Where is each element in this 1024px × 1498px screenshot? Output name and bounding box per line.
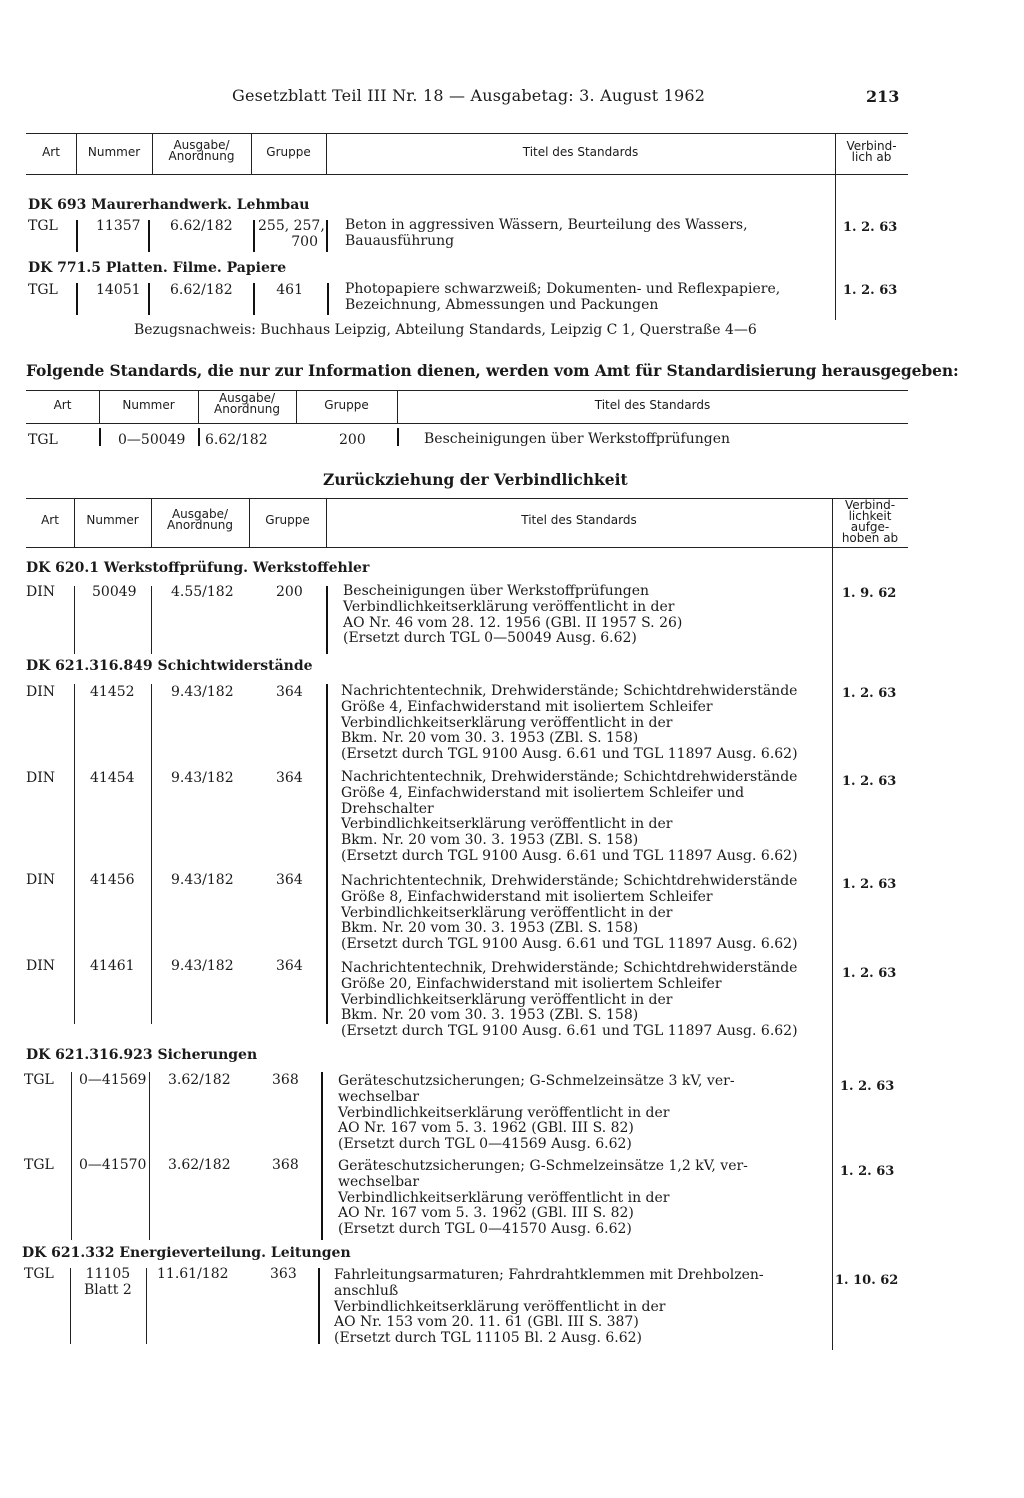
titel-line: Verbindlichkeitserklärung veröffentlicht in der (341, 904, 673, 921)
titel-line: Verbindlichkeitserklärung veröffentlicht in der (338, 1104, 670, 1121)
cell-titel (343, 584, 682, 647)
cell-ausgabe: 3.62/182 (168, 1072, 231, 1088)
group-divider (71, 1072, 72, 1240)
cell-gruppe: 364 (276, 958, 303, 974)
titel-line: Bescheinigungen über Werkstoffprüfungen (343, 583, 650, 599)
cell-gruppe: 364 (276, 770, 303, 786)
rule (26, 174, 908, 175)
cell-titel (345, 218, 748, 250)
titel-line: Größe 4, Einfachwiderstand mit isoliertem Schleifer und (341, 784, 745, 801)
cell-titel (338, 1159, 748, 1238)
cell-ausgabe: 9.43/182 (171, 872, 234, 888)
cell-titel (341, 874, 798, 953)
cell-art: TGL (24, 1157, 54, 1173)
cell-nummer: 11357 (96, 218, 141, 234)
titel-line: (Ersetzt durch TGL 9100 Ausg. 6.61 und TGL 11897 Ausg. 6.62) (341, 1023, 798, 1040)
dk-heading: DK 693 Maurerhandwerk. Lehmbau (28, 197, 310, 213)
header-line: lich ab (851, 150, 892, 164)
nummer-line: Blatt 2 (84, 1282, 132, 1298)
titel-line: AO Nr. 153 vom 20. 11. 61 (GBl. III S. 387) (334, 1314, 639, 1331)
titel-line: anschluß (334, 1282, 399, 1299)
header-line: Verbind- (844, 498, 896, 512)
dk-heading: DK 771.5 Platten. Filme. Papiere (28, 260, 287, 276)
cell-gruppe: 364 (276, 684, 303, 700)
cell-art: TGL (24, 1266, 54, 1282)
cell-art: TGL (28, 218, 58, 234)
titel-line: (Ersetzt durch TGL 9100 Ausg. 6.61 und TGL 11897 Ausg. 6.62) (341, 746, 798, 763)
cell-date: 1. 2. 63 (842, 877, 897, 892)
cell-ausgabe: 3.62/182 (168, 1157, 231, 1173)
column-header-verbindlich (835, 141, 908, 163)
titel-line: Verbindlichkeitserklärung veröffentlicht in der (334, 1298, 666, 1315)
titel-line: Bkm. Nr. 20 vom 30. 3. 1953 (ZBl. S. 158) (341, 1007, 639, 1024)
titel-line: Bkm. Nr. 20 vom 30. 3. 1953 (ZBl. S. 158) (341, 920, 639, 937)
group-divider (149, 1072, 150, 1240)
cell-titel (341, 684, 798, 763)
header-line: aufge- (850, 520, 890, 534)
dk-heading: DK 620.1 Werkstoffprüfung. Werkstoffehler (26, 560, 370, 576)
cell-ausgabe: 6.62/182 (205, 432, 268, 448)
cell-art: DIN (26, 584, 56, 600)
row-divider (146, 1268, 147, 1344)
cell-nummer: 41461 (90, 958, 135, 974)
withdrawal-heading: Zurückziehung der Verbindlichkeit (323, 470, 628, 489)
row-divider (397, 428, 399, 446)
row-divider (74, 586, 75, 654)
rule (26, 390, 908, 391)
cell-art: TGL (24, 1072, 54, 1088)
titel-line: (Ersetzt durch TGL 0—41569 Ausg. 6.62) (338, 1136, 632, 1153)
row-divider (326, 586, 328, 654)
titel-line: Verbindlichkeitserklärung veröffentlicht in der (343, 598, 675, 615)
cell-ausgabe: 9.43/182 (171, 770, 234, 786)
column-header-gruppe: Gruppe (266, 145, 311, 159)
column-header-ausgabe (198, 393, 296, 415)
date-column-divider (832, 547, 833, 1350)
titel-line: Geräteschutzsicherungen; G-Schmelzeinsätze 1,2 kV, ver- (338, 1158, 748, 1174)
column-header-gruppe: Gruppe (324, 398, 369, 412)
titel-line: Bkm. Nr. 20 vom 30. 3. 1953 (ZBl. S. 158) (341, 730, 639, 747)
titel-line: Drehschalter (341, 800, 434, 817)
gruppe-line: 700 (291, 234, 318, 250)
nummer-line: 11105 (85, 1266, 131, 1282)
column-header-art: Art (42, 145, 60, 159)
rule (26, 498, 908, 499)
running-title: Gesetzblatt Teil III Nr. 18 — Ausgabetag: 3. August 1962 (232, 86, 706, 105)
titel-line: Bezeichnung, Abmessungen und Packungen (345, 296, 659, 313)
cell-date: 1. 2. 63 (842, 966, 897, 981)
cell-gruppe: 363 (270, 1266, 297, 1282)
rule (26, 423, 908, 424)
header-line: hoben ab (841, 531, 899, 545)
cell-gruppe: 364 (276, 872, 303, 888)
column-header-nummer: Nummer (86, 513, 139, 527)
cell-nummer: 0—50049 (118, 432, 186, 448)
titel-line: Verbindlichkeitserklärung veröffentlicht in der (338, 1189, 670, 1206)
column-header-titel: Titel des Standards (522, 145, 639, 159)
column-header-titel: Titel des Standards (594, 398, 711, 412)
cell-art: DIN (26, 770, 56, 786)
column-header-ausgabe (152, 140, 251, 162)
cell-nummer: 14051 (96, 282, 141, 298)
titel-line: wechselbar (338, 1088, 420, 1105)
cell-gruppe: 200 (339, 432, 366, 448)
header-line: Ausgabe/ (218, 391, 276, 405)
titel-line: Beton in aggressiven Wässern, Beurteilung des Wassers, (345, 217, 748, 233)
cell-ausgabe: 9.43/182 (171, 684, 234, 700)
titel-line: Größe 8, Einfachwiderstand mit isoliertem Schleifer (341, 888, 713, 905)
row-divider (151, 586, 152, 654)
cell-art: TGL (28, 432, 58, 448)
cell-nummer: 41452 (90, 684, 135, 700)
titel-line: (Ersetzt durch TGL 9100 Ausg. 6.61 und TGL 11897 Ausg. 6.62) (341, 936, 798, 953)
titel-line: AO Nr. 167 vom 5. 3. 1962 (GBl. III S. 82) (338, 1205, 634, 1222)
titel-line: Verbindlichkeitserklärung veröffentlicht in der (341, 991, 673, 1008)
group-divider (74, 684, 75, 1024)
row-divider (253, 283, 255, 315)
titel-line: Nachrichtentechnik, Drehwiderstände; Schichtdrehwiderstände (341, 769, 798, 785)
cell-gruppe (258, 218, 325, 250)
cell-date: 1. 2. 63 (843, 283, 898, 298)
row-divider (198, 428, 200, 446)
cell-gruppe: 461 (276, 282, 303, 298)
titel-line: AO Nr. 46 vom 28. 12. 1956 (GBl. II 1957 S. 26) (343, 614, 683, 631)
cell-nummer: 0—41569 (79, 1072, 147, 1088)
dk-heading: DK 621.316.849 Schichtwiderstände (26, 658, 313, 674)
header-line: lichkeit (848, 509, 892, 523)
row-divider (99, 428, 101, 446)
cell-date: 1. 2. 63 (842, 774, 897, 789)
cell-titel (341, 961, 798, 1040)
titel-line: Photopapiere schwarzweiß; Dokumenten- und Reflexpapiere, (345, 281, 781, 297)
cell-gruppe: 200 (276, 584, 303, 600)
row-divider (326, 220, 328, 252)
rule (26, 133, 908, 134)
header-line: Anordnung (214, 402, 280, 416)
gruppe-line: 255, 257, (258, 218, 325, 234)
cell-titel (334, 1268, 764, 1347)
cell-gruppe: 368 (272, 1157, 299, 1173)
row-divider (148, 283, 150, 315)
column-header-ausgabe (151, 509, 249, 531)
cell-titel (338, 1074, 735, 1153)
column-header-nummer: Nummer (122, 398, 175, 412)
titel-line: Größe 4, Einfachwiderstand mit isoliertem Schleifer (341, 698, 713, 715)
row-divider (76, 283, 78, 315)
titel-line: Geräteschutzsicherungen; G-Schmelzeinsätze 3 kV, ver- (338, 1073, 735, 1089)
titel-line: Nachrichtentechnik, Drehwiderstände; Schichtdrehwiderstände (341, 873, 798, 889)
titel-line: (Ersetzt durch TGL 9100 Ausg. 6.61 und TGL 11897 Ausg. 6.62) (341, 847, 798, 864)
cell-titel (341, 770, 798, 865)
cell-nummer: 0—41570 (79, 1157, 147, 1173)
cell-art: TGL (28, 282, 58, 298)
cell-date: 1. 2. 63 (840, 1079, 895, 1094)
dk-heading: DK 621.316.923 Sicherungen (26, 1047, 258, 1063)
row-divider (327, 283, 329, 315)
cell-ausgabe: 11.61/182 (157, 1266, 229, 1282)
row-divider (70, 1268, 71, 1344)
cell-gruppe: 368 (272, 1072, 299, 1088)
column-header-art: Art (53, 398, 72, 412)
titel-line: Größe 20, Einfachwiderstand mit isoliertem Schleifer (341, 975, 722, 992)
cell-art: DIN (26, 872, 56, 888)
titel-line: Fahrleitungsarmaturen; Fahrdrahtklemmen mit Drehbolzen- (334, 1267, 764, 1283)
group-divider (321, 1072, 323, 1240)
titel-line: AO Nr. 167 vom 5. 3. 1962 (GBl. III S. 82) (338, 1120, 634, 1137)
cell-ausgabe: 9.43/182 (171, 958, 234, 974)
column-header-nummer: Nummer (87, 145, 141, 159)
titel-line: Nachrichtentechnik, Drehwiderstände; Schichtdrehwiderstände (341, 683, 798, 699)
column-header-titel: Titel des Standards (521, 513, 637, 527)
cell-ausgabe: 6.62/182 (170, 282, 233, 298)
row-divider (318, 1268, 320, 1344)
cell-nummer (84, 1266, 132, 1298)
cell-nummer: 41456 (90, 872, 135, 888)
cell-art: DIN (26, 958, 56, 974)
date-column-divider (835, 174, 836, 320)
rule (26, 547, 908, 548)
cell-titel: Bescheinigungen über Werkstoffprüfungen (424, 431, 731, 447)
cell-date: 1. 9. 62 (842, 586, 897, 601)
header-line: Ausgabe/ (171, 507, 229, 521)
column-header-gruppe: Gruppe (265, 513, 310, 527)
titel-line: Verbindlichkeitserklärung veröffentlicht in der (341, 714, 673, 731)
header-line: Anordnung (168, 149, 235, 163)
titel-line: Verbindlichkeitserklärung veröffentlicht in der (341, 816, 673, 833)
cell-nummer: 41454 (90, 770, 135, 786)
bezugsnachweis-note: Bezugsnachweis: Buchhaus Leipzig, Abteilung Standards, Leipzig C 1, Querstraße 4—6 (134, 322, 757, 338)
dk-heading: DK 621.332 Energieverteilung. Leitungen (22, 1245, 351, 1261)
column-header-art: Art (41, 513, 59, 527)
column-header-aufgehoben (832, 500, 908, 544)
header-line: Ausgabe/ (173, 138, 230, 152)
info-standards-heading: Folgende Standards, die nur zur Information dienen, werden vom Amt für Standardisierung herausgegeben: (26, 361, 959, 380)
cell-nummer: 50049 (92, 584, 137, 600)
cell-date: 1. 2. 63 (842, 686, 897, 701)
titel-line: Bauausführung (345, 232, 455, 249)
titel-line: Nachrichtentechnik, Drehwiderstände; Schichtdrehwiderstände (341, 960, 798, 976)
cell-art: DIN (26, 684, 56, 700)
header-line: Anordnung (167, 518, 233, 532)
cell-titel (345, 282, 780, 314)
titel-line: (Ersetzt durch TGL 11105 Bl. 2 Ausg. 6.62) (334, 1330, 642, 1347)
titel-line: (Ersetzt durch TGL 0—50049 Ausg. 6.62) (343, 630, 637, 647)
group-divider (326, 684, 328, 1024)
cell-date: 1. 10. 62 (835, 1273, 899, 1288)
cell-date: 1. 2. 63 (840, 1164, 895, 1179)
titel-line: wechselbar (338, 1173, 420, 1190)
header-line: Verbind- (846, 139, 897, 153)
row-divider (148, 220, 150, 252)
cell-ausgabe: 4.55/182 (171, 584, 234, 600)
titel-line: Bkm. Nr. 20 vom 30. 3. 1953 (ZBl. S. 158) (341, 832, 639, 849)
cell-ausgabe: 6.62/182 (170, 218, 233, 234)
cell-date: 1. 2. 63 (843, 220, 898, 235)
page-number: 213 (866, 87, 900, 106)
group-divider (151, 684, 152, 1024)
row-divider (76, 220, 78, 252)
row-divider (253, 220, 255, 252)
titel-line: (Ersetzt durch TGL 0—41570 Ausg. 6.62) (338, 1221, 632, 1238)
